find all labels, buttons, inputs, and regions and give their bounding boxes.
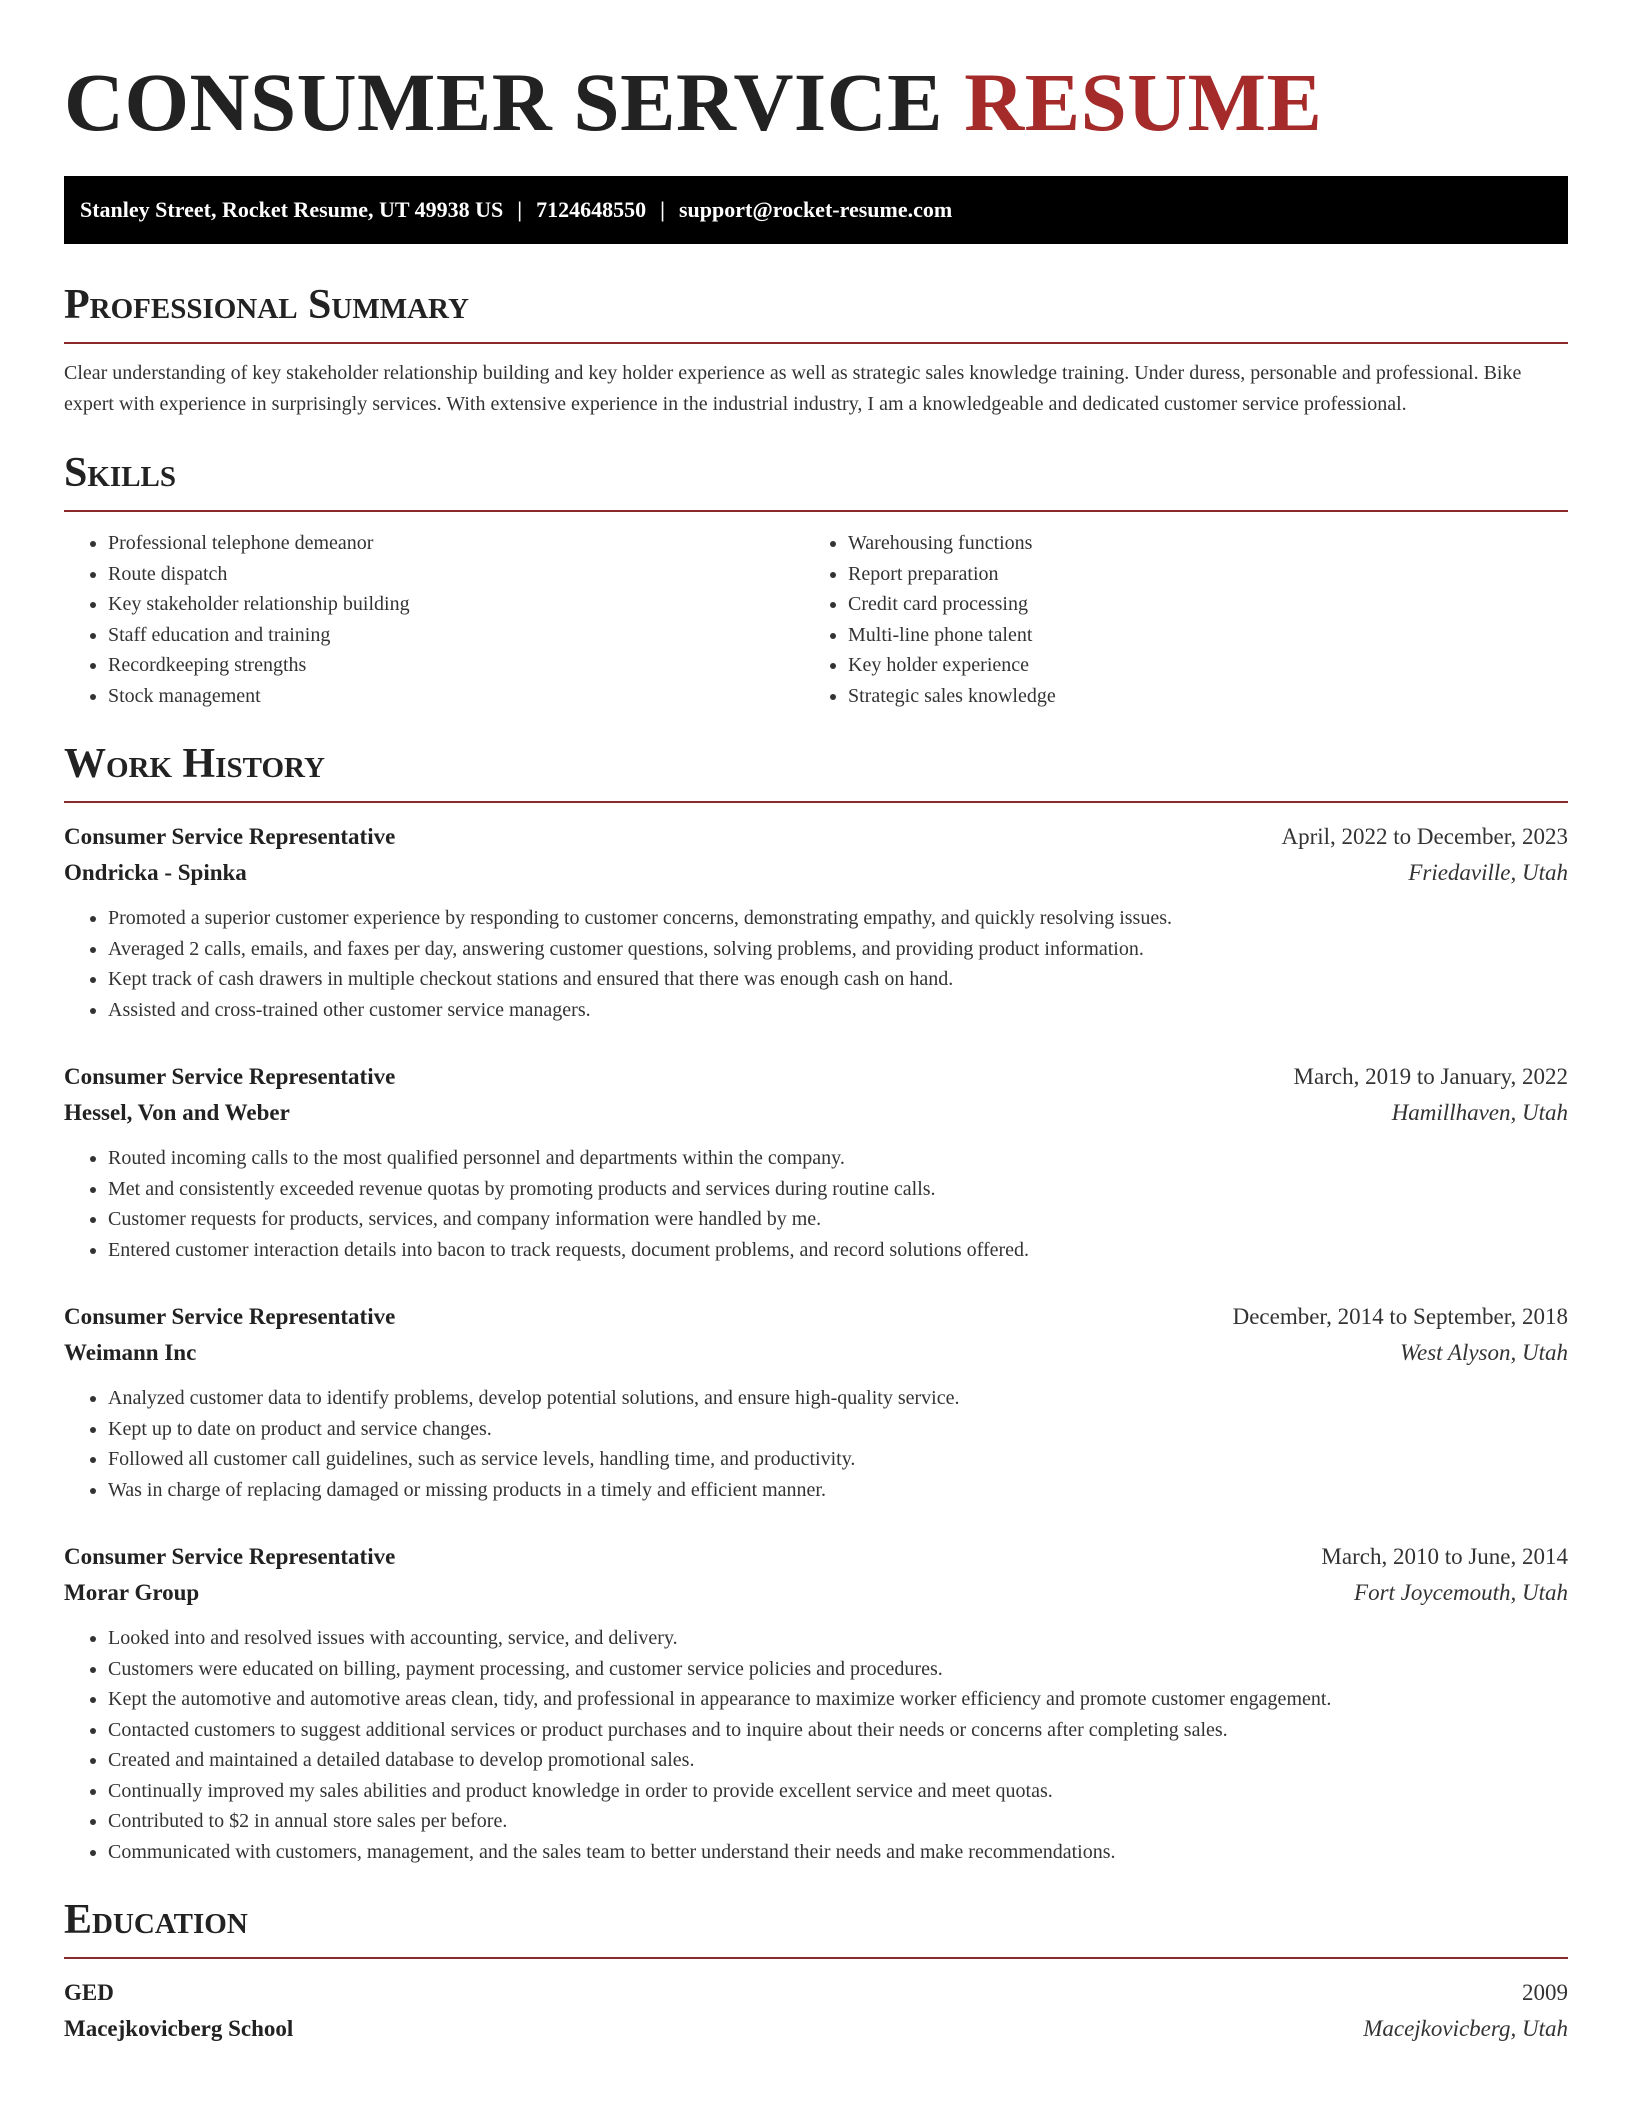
- contact-phone: 7124648550: [536, 197, 647, 222]
- resume-page: [64, 0, 1568, 2047]
- contact-email: support@rocket-resume.com: [678, 197, 953, 222]
- job-location: Friedaville, Utah: [1408, 860, 1568, 885]
- education-location: Macejkovicberg, Utah: [1363, 2016, 1568, 2041]
- job-title: Consumer Service Representative: [64, 1544, 396, 1569]
- job-dates: March, 2019 to January, 2022: [1293, 1064, 1568, 1089]
- work-history-section: [64, 739, 1568, 1867]
- job-bullet: • Created and maintained a detailed database to develop promotional sales.: [108, 1745, 1568, 1776]
- job-company: Morar Group: [64, 1580, 200, 1605]
- job-bullet: • Communicated with customers, management, and the sales team to better understand their needs and make recommendations.: [108, 1837, 1568, 1868]
- job-bullet: • Was in charge of replacing damaged or missing products in a timely and efficient manner.: [108, 1475, 1568, 1506]
- job-title: Consumer Service Representative: [64, 824, 396, 849]
- resume-title: [64, 0, 1568, 148]
- skill-item: • Warehousing functions: [848, 528, 1544, 559]
- section-heading-skills: Skills: [64, 448, 1568, 512]
- job-bullet: • Kept up to date on product and service changes.: [108, 1414, 1568, 1445]
- job-bullet: • Continually improved my sales abilities and product knowledge in order to provide excellent service and meet quotas.: [108, 1776, 1568, 1807]
- job-bullet: • Assisted and cross-trained other customer service managers.: [108, 995, 1568, 1026]
- contact-separator: |: [517, 197, 523, 222]
- skills-columns: [64, 528, 1568, 711]
- skill-item: • Key stakeholder relationship building: [108, 589, 804, 620]
- job-bullet: • Averaged 2 calls, emails, and faxes per day, answering customer questions, solving problems, and providing product information.: [108, 934, 1568, 965]
- skill-item: • Recordkeeping strengths: [108, 650, 804, 681]
- skill-item: • Staff education and training: [108, 620, 804, 651]
- job-bullet: • Analyzed customer data to identify problems, develop potential solutions, and ensure high-quality service.: [108, 1383, 1568, 1414]
- skill-item: • Professional telephone demeanor: [108, 528, 804, 559]
- education-header-row: [64, 1975, 1568, 2011]
- job-dates: December, 2014 to September, 2018: [1232, 1304, 1568, 1329]
- section-heading-education: Education: [64, 1895, 1568, 1959]
- job-header-row: [64, 1059, 1568, 1095]
- job-entry: [64, 1059, 1568, 1265]
- job-company: Ondricka - Spinka: [64, 860, 247, 885]
- job-header-row: [64, 1539, 1568, 1575]
- job-dates: April, 2022 to December, 2023: [1281, 824, 1568, 849]
- job-bullet: • Contacted customers to suggest additional services or product purchases and to inquire about their needs or concerns after completing sales.: [108, 1715, 1568, 1746]
- education-school: Macejkovicberg School: [64, 2016, 294, 2041]
- skill-item: • Route dispatch: [108, 559, 804, 590]
- job-header-row: [64, 819, 1568, 855]
- job-title: Consumer Service Representative: [64, 1064, 396, 1089]
- job-company-row: [64, 1575, 1568, 1611]
- job-bullet: • Contributed to $2 in annual store sales per before.: [108, 1806, 1568, 1837]
- job-location: West Alyson, Utah: [1399, 1340, 1568, 1365]
- contact-address: Stanley Street, Rocket Resume, UT 49938 US: [80, 197, 504, 222]
- skill-item: • Multi-line phone talent: [848, 620, 1544, 651]
- job-entry: [64, 1539, 1568, 1867]
- job-entry: [64, 1299, 1568, 1505]
- job-entry: [64, 819, 1568, 1025]
- job-dates: March, 2010 to June, 2014: [1321, 1544, 1568, 1569]
- education-year: 2009: [1522, 1980, 1568, 2005]
- job-company-row: [64, 1095, 1568, 1131]
- job-header-row: [64, 1299, 1568, 1335]
- education-entry: [64, 1975, 1568, 2047]
- summary-section: [64, 280, 1568, 420]
- education-school-row: [64, 2011, 1568, 2047]
- job-bullet: • Kept the automotive and automotive areas clean, tidy, and professional in appearance to maximize worker efficiency and promote customer engagement.: [108, 1684, 1568, 1715]
- skills-list-left: [64, 528, 804, 711]
- job-bullet: • Routed incoming calls to the most qualified personnel and departments within the company.: [108, 1143, 1568, 1174]
- job-title: Consumer Service Representative: [64, 1304, 396, 1329]
- job-bullets: [64, 903, 1568, 1025]
- job-bullets: [64, 1143, 1568, 1265]
- job-location: Fort Joycemouth, Utah: [1354, 1580, 1568, 1605]
- job-bullet: • Promoted a superior customer experience by responding to customer concerns, demonstrating empathy, and quickly resolving issues.: [108, 903, 1568, 934]
- skill-item: • Credit card processing: [848, 589, 1544, 620]
- job-company: Weimann Inc: [64, 1340, 197, 1365]
- education-degree: GED: [64, 1980, 114, 2005]
- section-heading-work-history: Work History: [64, 739, 1568, 803]
- skill-item: • Key holder experience: [848, 650, 1544, 681]
- job-bullet: • Customer requests for products, services, and company information were handled by me.: [108, 1204, 1568, 1235]
- job-location: Hamillhaven, Utah: [1391, 1100, 1568, 1125]
- title-accent: RESUME: [964, 56, 1323, 148]
- contact-separator: |: [660, 197, 665, 222]
- section-heading-summary: Professional Summary: [64, 280, 1568, 344]
- summary-text: Clear understanding of key stakeholder relationship building and key holder experience as well as strategic sales knowledge training. Under duress, personable and professional. Bike expert with experience in surprisingly services. With extensive experience in the industrial industry, I am a knowledgeable and dedicated customer service professional.: [64, 362, 1522, 415]
- job-bullet: • Looked into and resolved issues with accounting, service, and delivery.: [108, 1623, 1568, 1654]
- skills-list-right: [804, 528, 1544, 711]
- skill-item: • Report preparation: [848, 559, 1544, 590]
- job-company-row: [64, 1335, 1568, 1371]
- contact-bar: [64, 176, 1568, 244]
- job-bullet: • Met and consistently exceeded revenue quotas by promoting products and services during routine calls.: [108, 1174, 1568, 1205]
- title-main: CONSUMER SERVICE: [64, 56, 944, 148]
- job-bullets: [64, 1383, 1568, 1505]
- job-bullets: [64, 1623, 1568, 1867]
- job-bullet: • Followed all customer call guidelines, such as service levels, handling time, and productivity.: [108, 1444, 1568, 1475]
- skill-item: • Strategic sales knowledge: [848, 681, 1544, 712]
- education-section: [64, 1895, 1568, 2047]
- job-company-row: [64, 855, 1568, 891]
- job-bullet: • Entered customer interaction details into bacon to track requests, document problems, and record solutions offered.: [108, 1235, 1568, 1266]
- job-bullet: • Customers were educated on billing, payment processing, and customer service policies and procedures.: [108, 1654, 1568, 1685]
- skill-item: • Stock management: [108, 681, 804, 712]
- skills-section: [64, 448, 1568, 711]
- job-company: Hessel, Von and Weber: [64, 1100, 290, 1125]
- job-bullet: • Kept track of cash drawers in multiple checkout stations and ensured that there was enough cash on hand.: [108, 964, 1568, 995]
